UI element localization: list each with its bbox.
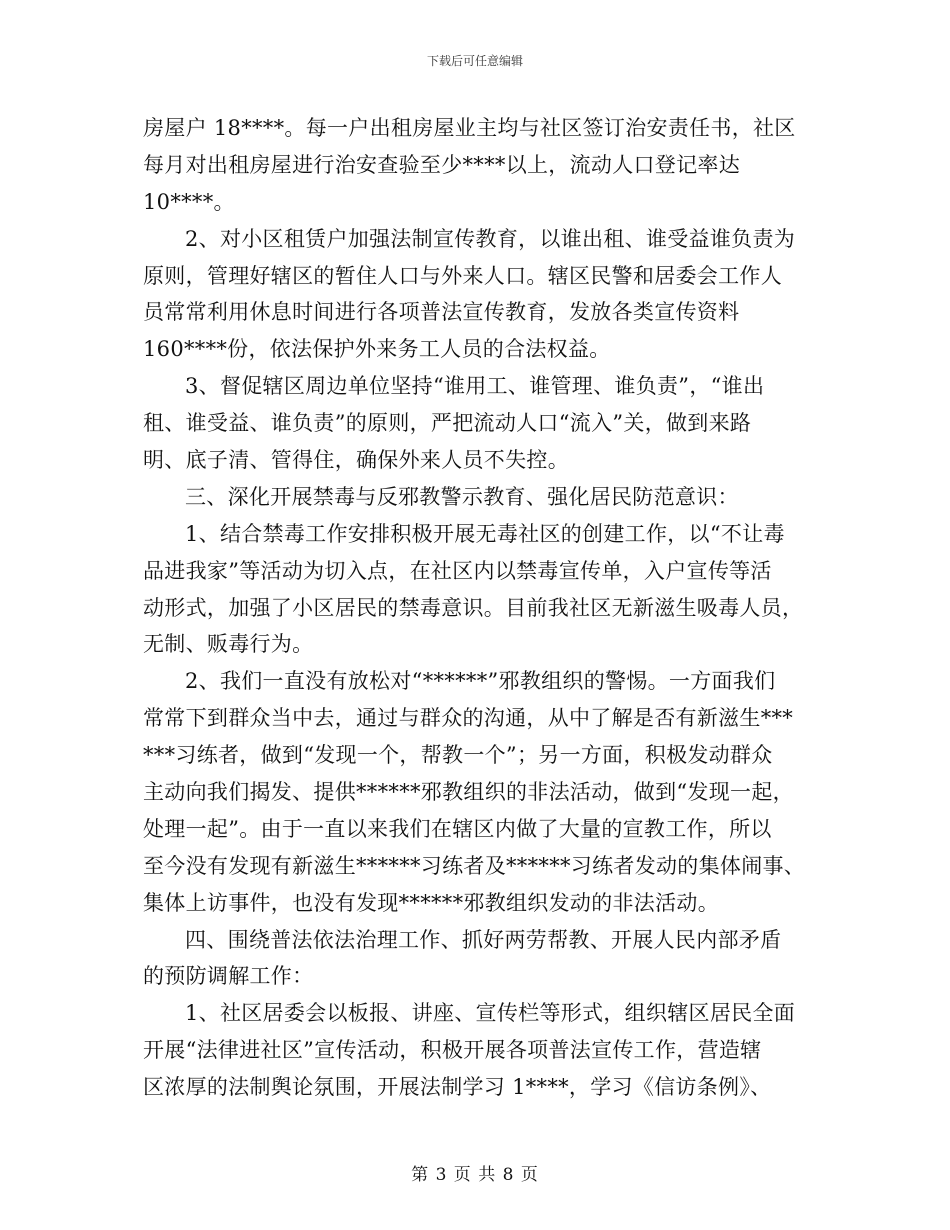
text-line: 集体上访事件，也没有发现******邪教组织发动的非法活动。 bbox=[143, 890, 719, 915]
text-line: 1、社区居委会以板报、讲座、宣传栏等形式，组织辖区居民全面 bbox=[185, 1001, 796, 1026]
text-line: 2、我们一直没有放松对“******”邪教组织的警惕。一方面我们 bbox=[185, 669, 776, 694]
text-line: 160****份，依法保护外来务工人员的合法权益。 bbox=[143, 337, 611, 362]
document-body bbox=[143, 110, 807, 1106]
text-line: 无制、贩毒行为。 bbox=[143, 632, 314, 657]
text-line: 的预防调解工作： bbox=[143, 964, 314, 989]
text-line: 3、督促辖区周边单位坚持“谁用工、谁管理、谁负责”，“谁出 bbox=[185, 374, 765, 399]
text-line: 明、底子清、管得住，确保外来人员不失控。 bbox=[143, 448, 569, 473]
page-header-note: 下载后可任意编辑 bbox=[426, 54, 523, 68]
text-line: 动形式，加强了小区居民的禁毒意识。目前我社区无新滋生吸毒人员， bbox=[143, 595, 804, 620]
text-line: 品进我家”等活动为切入点，在社区内以禁毒宣传单，入户宣传等活 bbox=[143, 558, 772, 583]
text-line: 处理一起”。由于一直以来我们在辖区内做了大量的宣教工作，所以 bbox=[143, 816, 772, 841]
text-line: 员常常利用休息时间进行各项普法宣传教育，发放各类宣传资料 bbox=[143, 300, 740, 325]
text-line: 区浓厚的法制舆论氛围，开展法制学习 1****，学习《信访条例》、 bbox=[143, 1075, 772, 1100]
text-line: 常常下到群众当中去，通过与群众的沟通，从中了解是否有新滋生*** bbox=[143, 706, 794, 731]
text-line: 原则，管理好辖区的暂住人口与外来人口。辖区民警和居委会工作人 bbox=[143, 263, 782, 288]
text-line: 1、结合禁毒工作安排积极开展无毒社区的创建工作，以“不让毒 bbox=[185, 521, 785, 546]
page-number-footer: 第 3 页 共 8 页 bbox=[411, 1165, 539, 1185]
text-line: 至今没有发现有新滋生******习练者及******习练者发动的集体闹事、 bbox=[143, 853, 806, 878]
text-line: 10****。 bbox=[143, 189, 235, 214]
text-line: ***习练者，做到“发现一个，帮教一个”；另一方面，积极发动群众 bbox=[143, 743, 773, 768]
text-line: 开展“法律进社区”宣传活动，积极开展各项普法宣传工作，营造辖 bbox=[143, 1038, 762, 1063]
text-line: 2、对小区租赁户加强法制宣传教育，以谁出租、谁受益谁负责为 bbox=[185, 226, 796, 251]
text-line: 四、围绕普法依法治理工作、抓好两劳帮教、开展人民内部矛盾 bbox=[185, 927, 782, 952]
text-line: 房屋户 18****。每一户出租房屋业主均与社区签订治安责任书，社区 bbox=[143, 116, 796, 140]
text-line: 租、谁受益、谁负责”的原则，严把流动人口“流入”关，做到来路 bbox=[143, 411, 752, 436]
text-line: 三、深化开展禁毒与反邪教警示教育、强化居民防范意识： bbox=[185, 484, 739, 509]
text-line: 每月对出租房屋进行治安查验至少****以上，流动人口登记率达 bbox=[143, 152, 740, 177]
text-line: 主动向我们揭发、提供******邪教组织的非法活动，做到“发现一起， bbox=[143, 780, 794, 805]
